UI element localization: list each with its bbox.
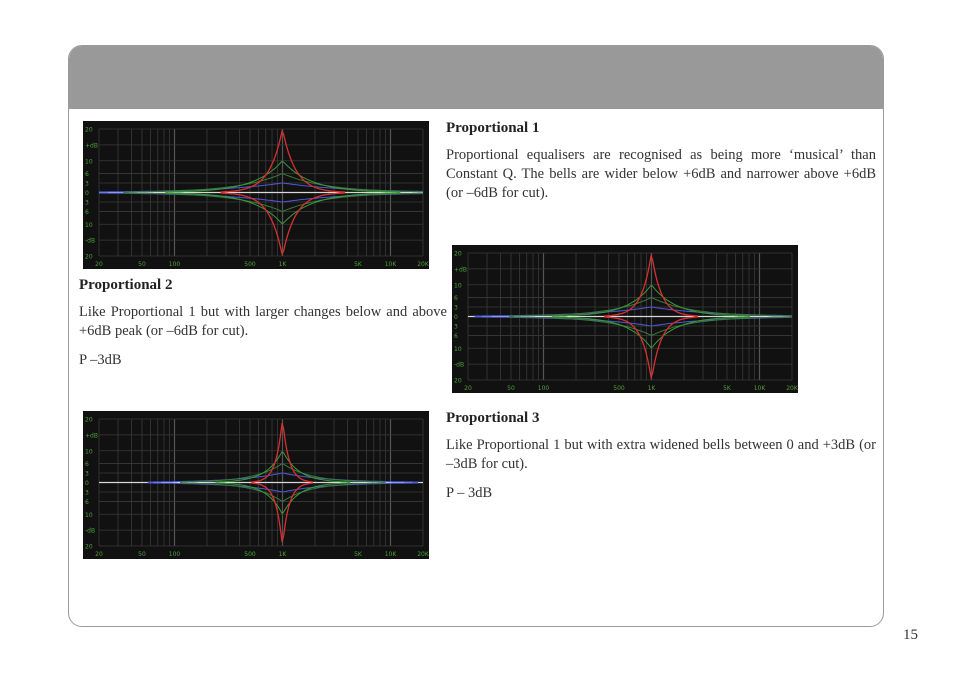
x-tick-label: 20 (464, 385, 472, 392)
x-tick-label: 20K (786, 385, 798, 392)
x-tick-label: 100 (537, 385, 550, 392)
y-tick-label: 10 (85, 511, 93, 519)
x-tick-label: 5K (354, 551, 362, 558)
x-tick-label: 1K (278, 261, 287, 268)
x-tick-label: 100 (168, 551, 181, 558)
y-tick-label: 3 (85, 470, 89, 478)
y-tick-label: 10 (85, 221, 93, 229)
x-tick-label: 50 (138, 551, 146, 558)
y-tick-label: 10 (85, 158, 93, 166)
x-tick-label: 10K (384, 551, 397, 558)
section-heading: Proportional 3 (446, 410, 540, 426)
x-tick-label: 20K (417, 261, 429, 268)
y-tick-label: +dB (85, 142, 98, 150)
y-tick-label: 6 (454, 333, 458, 341)
y-tick-label: 6 (85, 209, 89, 217)
x-tick-label: 5K (723, 385, 731, 392)
y-tick-label: 0 (454, 314, 458, 321)
section-note: P – 3dB (446, 485, 493, 501)
y-tick-label: 20 (85, 253, 93, 261)
x-tick-label: 10K (384, 261, 397, 268)
y-tick-label: 20 (454, 377, 462, 385)
y-tick-label: 10 (454, 282, 462, 290)
x-tick-label: 50 (138, 261, 146, 268)
x-tick-label: 20 (95, 261, 103, 268)
y-tick-label: 20 (85, 126, 93, 134)
y-tick-label: 0 (85, 480, 89, 487)
section-body: Like Proportional 1 but with extra widened bells between 0 and +3dB (or –3dB for cut). (446, 437, 876, 472)
y-tick-label: -dB (85, 237, 96, 245)
page-number: 15 (903, 627, 918, 643)
y-tick-label: 10 (454, 345, 462, 353)
x-tick-label: 20K (417, 551, 429, 558)
x-tick-label: 5K (354, 261, 362, 268)
section-proportional-2 (79, 277, 447, 380)
y-tick-label: -dB (454, 361, 465, 369)
section-proportional-1 (446, 120, 876, 213)
plot-background (83, 411, 429, 559)
section-body: Like Proportional 1 but with larger changes below and above +6dB peak (or –6dB for cut). (79, 304, 447, 339)
proportional-3-eq-graph (83, 411, 429, 559)
y-tick-label: 3 (454, 304, 458, 312)
x-tick-label: 1K (647, 385, 656, 392)
y-tick-label: 3 (85, 180, 89, 188)
y-tick-label: 10 (85, 448, 93, 456)
x-tick-label: 10K (753, 385, 766, 392)
proportional-2-eq-graph (452, 245, 798, 393)
x-tick-label: 20 (95, 551, 103, 558)
section-note: P –3dB (79, 352, 122, 368)
x-tick-label: 1K (278, 551, 287, 558)
section-heading: Proportional 1 (446, 120, 540, 136)
section-body: Proportional equalisers are recognised as being more ‘musical’ than Constant Q. The bells are wider below +6dB and narrower above +6dB (or –6dB for cut). (446, 147, 876, 201)
y-tick-label: 20 (85, 543, 93, 551)
x-tick-label: 50 (507, 385, 515, 392)
proportional-1-eq-graph (83, 121, 429, 269)
section-proportional-3 (446, 410, 876, 513)
y-tick-label: 6 (454, 294, 458, 302)
y-tick-label: 3 (85, 489, 89, 497)
y-tick-label: 3 (85, 199, 89, 207)
y-tick-label: +dB (85, 432, 98, 440)
plot-background (452, 245, 798, 393)
y-tick-label: 6 (85, 170, 89, 178)
y-tick-label: 20 (454, 250, 462, 258)
x-tick-label: 500 (244, 261, 256, 268)
y-tick-label: -dB (85, 527, 96, 535)
x-tick-label: 500 (613, 385, 625, 392)
section-heading: Proportional 2 (79, 277, 173, 293)
y-tick-label: 6 (85, 460, 89, 468)
x-tick-label: 100 (168, 261, 181, 268)
x-tick-label: 500 (244, 551, 256, 558)
page-header-band (69, 46, 883, 109)
y-tick-label: +dB (454, 266, 467, 274)
y-tick-label: 3 (454, 323, 458, 331)
y-tick-label: 20 (85, 416, 93, 424)
y-tick-label: 0 (85, 190, 89, 197)
y-tick-label: 6 (85, 499, 89, 507)
